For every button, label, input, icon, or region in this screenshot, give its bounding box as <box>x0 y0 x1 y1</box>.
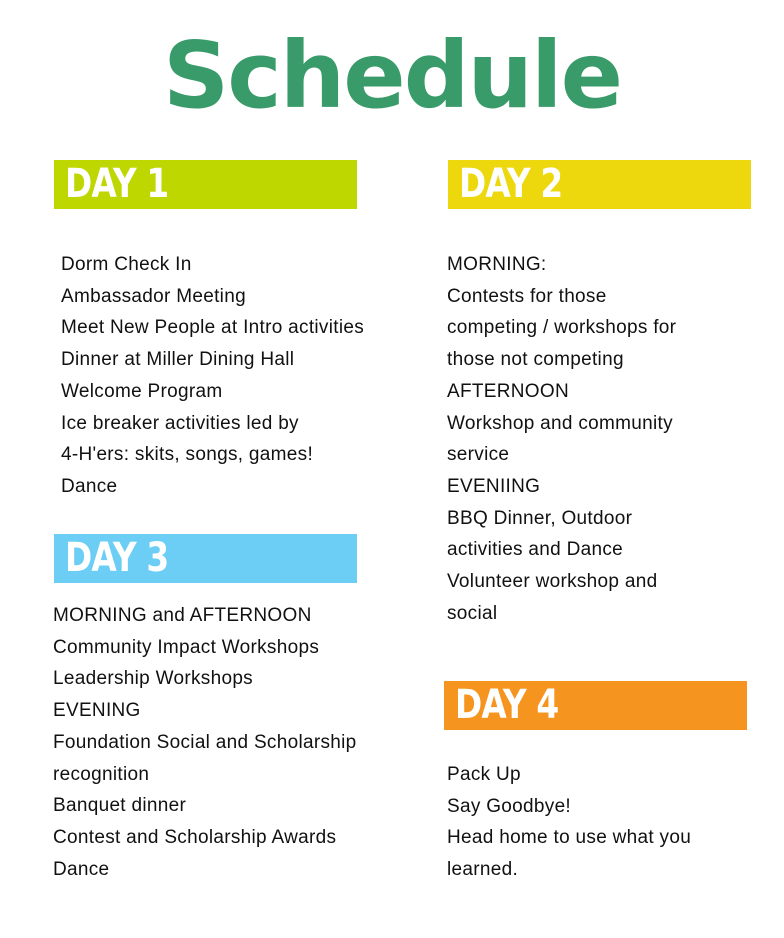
list-item: MORNING and AFTERNOON <box>53 605 312 626</box>
day-3-schedule-list <box>53 600 357 885</box>
list-item: EVENING <box>53 700 141 722</box>
day-2-banner <box>448 160 751 209</box>
list-item: Dorm Check In <box>61 254 192 275</box>
list-item: social <box>447 602 498 624</box>
list-item: Meet New People at Intro activities <box>61 317 365 339</box>
list-item: recognition <box>53 763 150 785</box>
day-1-schedule-list <box>61 249 364 503</box>
list-item: 4-H'ers: skits, songs, games! <box>61 444 314 466</box>
list-item: Volunteer workshop and <box>447 571 658 593</box>
list-item: EVENIING <box>447 475 541 497</box>
list-item: MORNING: <box>447 254 547 275</box>
day-2-label: DAY 2 <box>459 161 563 207</box>
list-item: BBQ Dinner, Outdoor <box>447 507 633 529</box>
list-item: Banquet dinner <box>53 795 187 817</box>
day-4-banner <box>444 681 747 730</box>
day-3-banner <box>54 534 357 583</box>
list-item: those not competing <box>447 349 624 371</box>
day-4-schedule-list <box>447 759 691 886</box>
list-item: Pack Up <box>447 764 521 785</box>
list-item: learned. <box>447 859 519 881</box>
list-item: Ambassador Meeting <box>61 285 246 307</box>
list-item: Head home to use what you <box>447 827 692 849</box>
list-item: activities and Dance <box>447 539 624 561</box>
page-title: Schedule <box>163 22 621 129</box>
list-item: Dinner at Miller Dining Hall <box>61 349 295 371</box>
list-item: Welcome Program <box>61 380 223 402</box>
day-1-label: DAY 1 <box>65 161 169 207</box>
list-item: AFTERNOON <box>447 380 569 402</box>
list-item: Dance <box>53 858 110 880</box>
list-item: Say Goodbye! <box>447 795 572 817</box>
day-3-label: DAY 3 <box>65 535 169 581</box>
list-item: Ice breaker activities led by <box>61 412 299 434</box>
list-item: Leadership Workshops <box>53 668 253 690</box>
list-item: Workshop and community <box>447 412 673 434</box>
day-1-banner <box>54 160 357 209</box>
list-item: Dance <box>61 475 118 497</box>
day-4-label: DAY 4 <box>455 682 559 728</box>
list-item: Community Impact Workshops <box>53 636 320 658</box>
list-item: Foundation Social and Scholarship <box>53 731 357 753</box>
list-item: service <box>447 444 510 466</box>
day-2-schedule-list <box>447 249 676 629</box>
list-item: Contests for those <box>447 285 607 307</box>
list-item: Contest and Scholarship Awards <box>53 826 337 848</box>
list-item: competing / workshops for <box>447 317 677 339</box>
